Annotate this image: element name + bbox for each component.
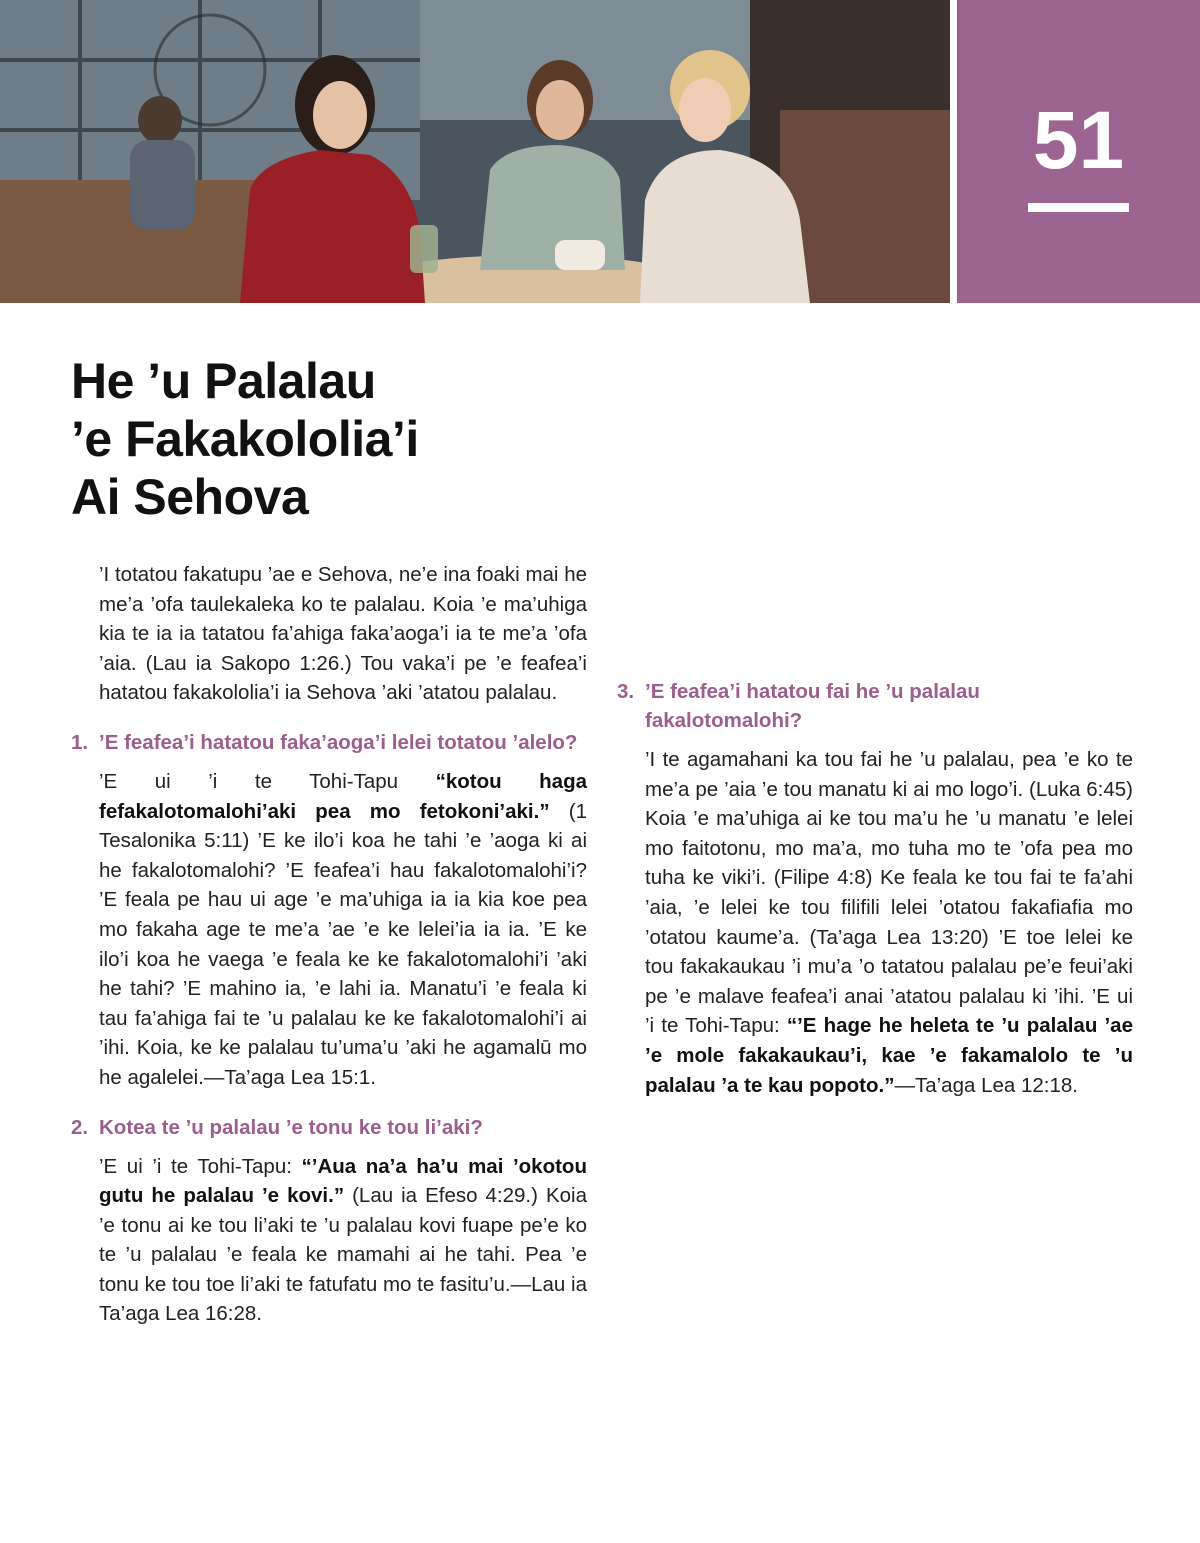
lesson-underline [1028,203,1129,212]
scripture-quote: “kotou haga fefakalotomalohi’aki pea mo fetokoni’aki.” [99,769,588,823]
lesson-number: 51 [1032,95,1125,186]
question-text: ’E feafea’i hatatou fai he ’u palalau fakalotomalohi? [645,680,980,732]
question-3 [617,677,1133,735]
answer-paragraph-2 [99,1152,587,1330]
cafe-scene-image [0,0,950,303]
question-number: 3. [617,680,635,703]
left-column [71,560,588,1329]
question-number: 2. [71,1115,89,1139]
answer-text: (1 Tesalonika 5:11) ’E ke ilo’i koa he tahi ’e ’aoga ki ai he fakalotomalohi? ’E feafea’i hau fakalotomalohi’i? ’E feala pe hau ui age ’e ma’uhiga ia ia kia koe pea mo fakaha age te me’a ’ae ’e ke lelei’ia ia ia. ’E ke ilo’i koa he vaega ’e feala ke ke fakalotomalohi’i ’aki he tahi? ’E mahino ia, ’e lahi ia. Manatu’i ’e feala ki tau fa’ahiga fai te ’u palalau ke ke fakalotomalohi’i ai ’ihi. Koia, ke ke palalau tu’uma’u ’aki he agamalū mo he agalelei.—Ta’aga Lea 15:1. [99,799,587,1089]
answer-text: ’I te agamahani ka tou fai he ’u palalau, pea ’e ko te me’a pe ’aia ’e tou manatu ki ai mo logo’i. (Luka 6:45) Koia ’e ma’uhiga ai ke tou ma’u he ’u manatu ’e lelei mo faitotonu, mo ma’a, mo tuha mo te ’ofa pea mo tuha ke viki’i. (Filipe 4:8) Ke feala ke tou fai te fa’ahi ’aia, ’e lelei ke tou filifili lelei ’otatou fakafiafia mo ’otatou kaume’a. (Ta’aga Lea 13:20) ’E toe lelei ke tou fakakaukau ’i mu’a ’o tatatou palalau pe’e feui’aki pe ’e malave feafea’i anai ’atatou palalau ki ’ihi. ’E ui ’i te Tohi-Tapu: [645,748,1133,1038]
answer-paragraph-1 [99,767,587,1093]
answer-text: ’E ui ’i te Tohi-Tapu [99,769,436,793]
scripture-quote: “’E hage he heleta te ’u palalau ’ae ’e mole fakakaukau’i, kae ’e fakamalolo te ’u palalau ’a te kau popoto.” [645,1014,1133,1097]
question-text: Kotea te ’u palalau ’e tonu ke tou li’aki? [99,1115,483,1139]
question-1 [71,728,587,757]
scripture-quote: “’Aua na’a ha’u mai ’okotou gutu he palalau ’e kovi.” [99,1154,587,1208]
title-line-2: ’e Fakakololia’i [71,411,419,467]
title-line-3: Ai Sehova [71,469,309,525]
title-line-1: He ’u Palalau [71,353,376,409]
lesson-number-badge [957,0,1200,303]
right-column [617,560,1133,1100]
answer-text: —Ta’aga Lea 12:18. [894,1073,1078,1097]
answer-text: (Lau ia Efeso 4:29.) Koia ’e tonu ai ke tou li’aki te ’u palalau kovi fuape pe’e ko te ’u palalau ’e feala ke mamahi ai he tahi. Pea ’e tonu ke tou toe li’aki te fatufatu mo te fasitu’u.—Lau ia Ta’aga Lea 16:28. [99,1184,587,1326]
question-number: 1. [71,730,89,754]
answer-paragraph-3 [645,745,1133,1100]
question-text: ’E feafea’i hatatou faka’aoga’i lelei totatou ’alelo? [99,730,578,754]
intro-paragraph: ’I totatou fakatupu ’ae e Sehova, ne’e ina foaki mai he me’a ’ofa taulekaleka ko te palalau. Koia ’e ma’uhiga kia te ia ia tatatou fa’ahiga faka’aoga’i ia te me’a ’ofa ’aia. (Lau ia Sakopo 1:26.) Tou vaka’i pe ’e feafea’i hatatou fakakololia’i ia Sehova ’aki ’atatou palalau. [99,563,587,705]
question-2 [71,1113,587,1142]
header-photo [0,0,950,303]
answer-text: ’E ui ’i te Tohi-Tapu: [99,1154,302,1178]
page-title [71,352,419,526]
